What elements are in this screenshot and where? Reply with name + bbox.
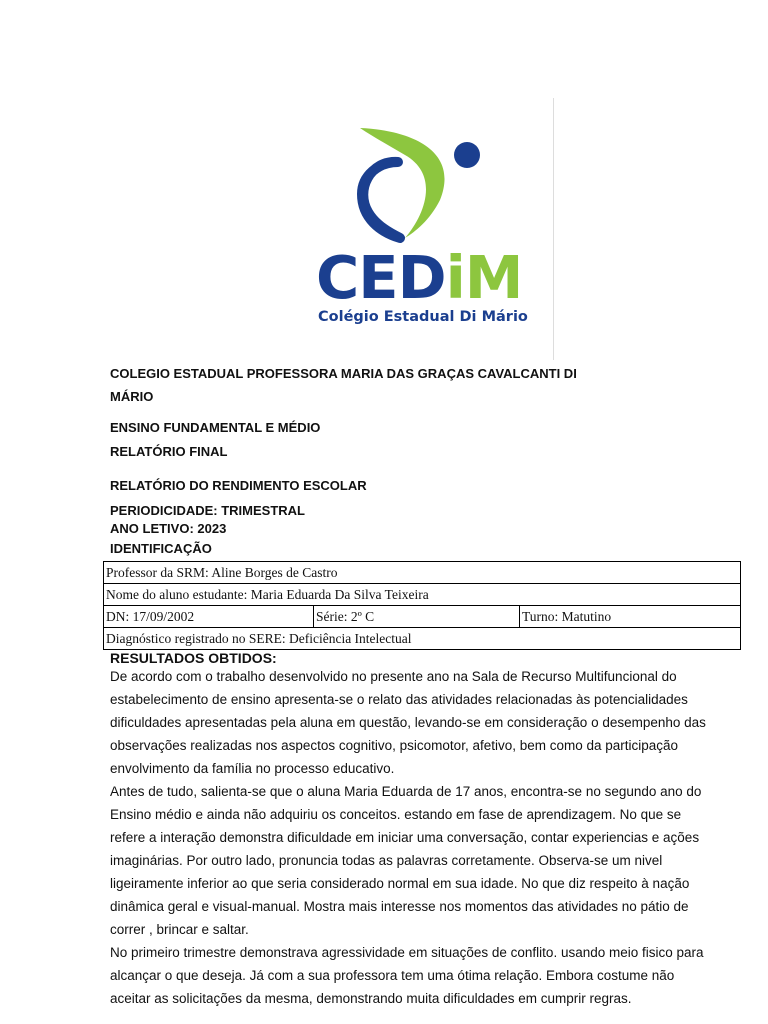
table-row	[104, 606, 741, 628]
paragraph-line: alcançar o que deseja. Já com a sua professora tem uma ótima relação. Embora costume não	[110, 968, 675, 983]
school-year: ANO LETIVO: 2023	[110, 521, 227, 536]
school-name-line2: MÁRIO	[110, 389, 154, 404]
logo-emblem-icon	[300, 120, 530, 250]
paragraph-line: De acordo com o trabalho desenvolvido no presente ano na Sala de Recurso Multifuncional do	[110, 669, 677, 684]
divider-line	[553, 98, 554, 360]
paragraph-line: observações realizadas nos aspectos cognitivo, psicomotor, afetivo, bem como da participação	[110, 738, 679, 753]
results-body	[110, 665, 750, 1010]
identification-heading: IDENTIFICAÇÃO	[110, 541, 212, 556]
paragraph-line: dinâmica geral e visual-manual. Mostra mais interesse nos momentos das atividades no pátio de	[110, 899, 689, 914]
periodicity: PERIODICIDADE: TRIMESTRAL	[110, 503, 305, 518]
table-row	[104, 628, 741, 650]
paragraph-line: No primeiro trimestre demonstrava agressividade em situações de conflito. usando meio fisico para	[110, 945, 704, 960]
logo-wordmark: CEDiM	[316, 243, 523, 312]
identification-table	[103, 561, 741, 650]
logo-subtitle: Colégio Estadual Di Mário	[318, 309, 528, 325]
education-level: ENSINO FUNDAMENTAL E MÉDIO	[110, 420, 321, 435]
table-row	[104, 562, 741, 584]
paragraph-line: dificuldades apresentadas pela aluna em questão, levando-se em consideração o desempenho das	[110, 715, 706, 730]
paragraph-line: refere a interação demonstra dificuldade em iniciar uma conversação, contar experiencias e ações	[110, 830, 700, 845]
grade-cell: Série: 2º C	[314, 606, 520, 628]
shift-cell: Turno: Matutino	[520, 606, 741, 628]
paragraph-line: ligeiramente inferior ao que seria considerado normal em sua idade. No que diz respeito à nação	[110, 876, 690, 891]
paragraph-line: correr , brincar e saltar.	[110, 922, 249, 937]
paragraph-line: Antes de tudo, salienta-se que o aluna Maria Eduarda de 17 anos, encontra-se no segundo ano do	[110, 784, 702, 799]
school-logo	[300, 120, 530, 335]
diagnosis-cell: Diagnóstico registrado no SERE: Deficiência Intelectual	[104, 628, 741, 650]
paragraph-line: estabelecimento de ensino apresenta-se o relato das atividades relacionadas às potencialidades	[110, 692, 688, 707]
paragraph-line: imaginárias. Por outro lado, pronuncia todas as palavras corretamente. Observa-se um nivel	[110, 853, 663, 868]
report-type: RELATÓRIO FINAL	[110, 444, 228, 459]
paragraph-line: Ensino médio e ainda não adquiriu os conceitos. estando em fase de aprendizagem. No que se	[110, 807, 682, 822]
student-cell: Nome do aluno estudante: Maria Eduarda Da Silva Teixeira	[104, 584, 741, 606]
school-name-line1: COLEGIO ESTADUAL PROFESSORA MARIA DAS GRAÇAS CAVALCANTI DI	[110, 366, 577, 381]
paragraph-line: aceitar as solicitações da mesma, demonstrando muita dificuldades em cumprir regras.	[110, 991, 632, 1006]
teacher-cell: Professor da SRM: Aline Borges de Castro	[104, 562, 741, 584]
table-row	[104, 584, 741, 606]
paragraph-line: envolvimento da família no processo educativo.	[110, 761, 395, 776]
results-title: RESULTADOS OBTIDOS:	[110, 650, 277, 666]
dob-cell: DN: 17/09/2002	[104, 606, 314, 628]
report-title: RELATÓRIO DO RENDIMENTO ESCOLAR	[110, 478, 367, 493]
